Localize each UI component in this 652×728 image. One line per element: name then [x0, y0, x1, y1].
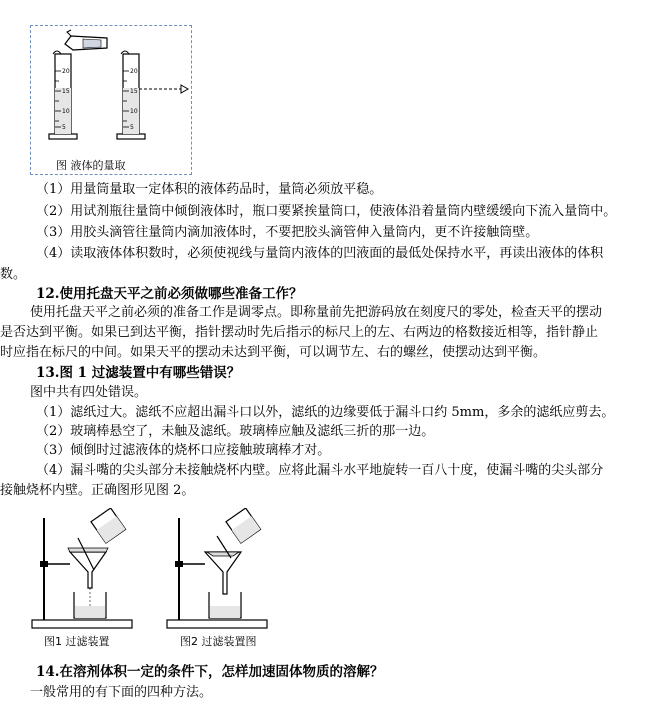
figure-liquid-measurement [30, 25, 192, 175]
list-item: （4）读取液体体积数时，必须使视线与量筒内液体的凹液面的最低处保持水平，再读出液体的体积 [36, 246, 604, 261]
paragraph-line: 一般常用的有下面的四种方法。 [30, 685, 213, 700]
list-item: （1）滤纸过大。滤纸不应超出漏斗口以外，滤纸的边缘要低于漏斗口约 5mm，多余的滤纸应剪去。 [36, 405, 615, 420]
list-item: （2）玻璃棒悬空了，未触及滤纸。玻璃棒应触及滤纸三折的那一边。 [36, 424, 435, 439]
list-item-continuation: 数。 [0, 267, 27, 282]
list-item: （3）倾倒时过滤液体的烧杯口应接触玻璃棒才对。 [36, 443, 331, 458]
question-heading: 12.使用托盘天平之前必须做哪些准备工作？ [36, 286, 303, 302]
figure-caption: 图2 过滤装置图 [180, 635, 257, 648]
scale-label: 20 [62, 68, 70, 75]
scale-label: 5 [62, 124, 66, 131]
scale-label: 20 [130, 68, 138, 75]
paragraph-line: 是否达到平衡。如果已到达平衡，指针摆动时先后指示的标尺上的左、右两边的格数接近相等，指针静止 [0, 325, 599, 340]
question-heading: 14.在溶剂体积一定的条件下，怎样加速固体物质的溶解？ [36, 664, 384, 680]
paragraph-line: 图中共有四处错误。 [30, 385, 148, 400]
list-item: （1）用量筒量取一定体积的液体药品时，量筒必须放平稳。 [36, 182, 383, 197]
filtration-apparatus-icon [30, 508, 140, 633]
paragraph-line: 时应指在标尺的中间。如果天平的摆动未达到平衡，可以调节左、右的螺丝，使摆动达到平衡。 [0, 345, 547, 360]
reagent-bottle-icon [65, 30, 107, 50]
figure-caption: 图 液体的量取 [56, 159, 126, 172]
scale-label: 15 [130, 88, 138, 95]
graduated-cylinder-icon [31, 26, 193, 176]
list-item: （4）漏斗嘴的尖头部分未接触烧杯内壁。应将此漏斗水平地旋转一百八十度，使漏斗嘴的尖头部分 [36, 463, 604, 478]
figure-caption: 图1 过滤装置 [44, 635, 110, 648]
scale-label: 10 [130, 108, 138, 115]
question-heading: 13.图 1 过滤装置中有哪些错误？ [36, 365, 241, 381]
list-item: （2）用试剂瓶往量筒中倾倒液体时，瓶口要紧挨量筒口，使液体沿着量筒内壁缓缓向下流入量筒中。 [36, 204, 617, 219]
list-item-continuation: 接触烧杯内壁。正确图形见图 2。 [0, 483, 195, 498]
filtration-apparatus-icon [165, 508, 275, 633]
scale-label: 15 [62, 88, 70, 95]
list-item: （3）用胶头滴管往量筒内滴加液体时，不要把胶头滴管伸入量筒内，更不许接触筒壁。 [36, 225, 539, 240]
paragraph-line: 使用托盘天平之前必须的准备工作是调零点。即称量前先把游码放在刻度尺的零处，检查天平的摆动 [30, 305, 603, 320]
scale-label: 5 [130, 124, 134, 131]
scale-label: 10 [62, 108, 70, 115]
eye-arrow-icon [139, 85, 188, 93]
